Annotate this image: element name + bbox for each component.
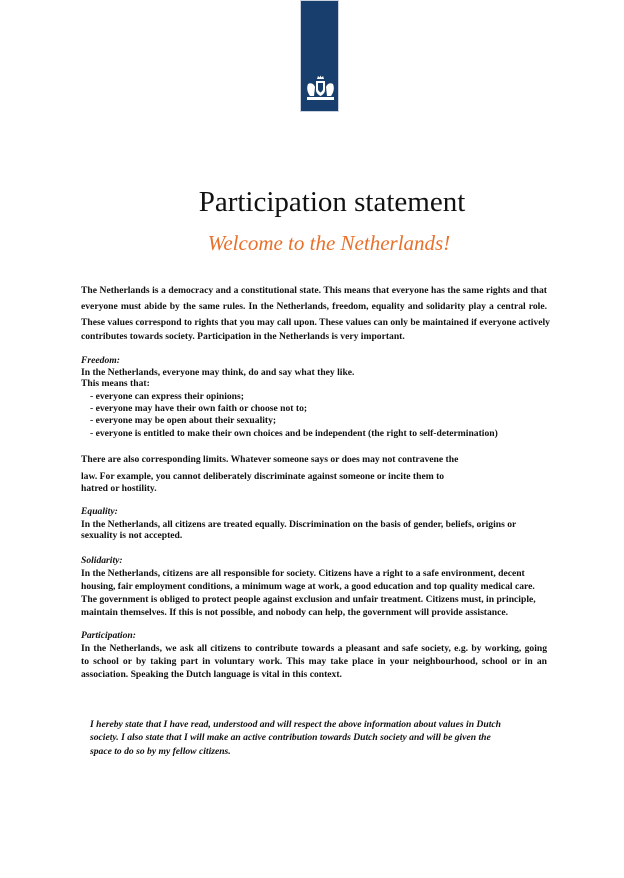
declaration-statement-line: society. I also state that I will make an active contribution towards Dutch society and will be given the (90, 732, 491, 743)
declaration-statement-line: I hereby state that I have read, understood and will respect the above information about values in Dutch (90, 719, 501, 730)
intro-paragraph-line: contributes towards society. Participation in the Netherlands is very important. (81, 331, 405, 342)
participation-paragraph-line: In the Netherlands, we ask all citizens to contribute towards a pleasant and safe society, e.g. by working, going (81, 643, 547, 654)
limits-paragraph-line: hatred or hostility. (81, 483, 157, 494)
solidarity-paragraph-line: The government is obliged to protect people against exclusion and unfair treatment. Citizens must, in principle, (81, 594, 536, 605)
solidarity-paragraph-line: housing, fair employment conditions, a minimum wage at work, a good education and top quality medical care. (81, 581, 535, 592)
government-logo (300, 0, 339, 112)
participation-paragraph-line: association. Speaking the Dutch language is vital in this context. (81, 669, 342, 680)
intro-paragraph-line: everyone must abide by the same rules. In the Netherlands, freedom, equality and solidarity play a central role. (81, 301, 547, 312)
freedom-paragraph-line: In the Netherlands, everyone may think, do and say what they like. (81, 367, 355, 378)
equality-paragraph-line: In the Netherlands, all citizens are treated equally. Discrimination on the basis of gender, beliefs, origins or (81, 519, 517, 530)
intro-paragraph-line: These values correspond to rights that you may call upon. These values can only be maintained if everyone actively (81, 317, 550, 328)
equality-heading-line: Equality: (81, 506, 118, 517)
participation-heading-line: Participation: (81, 630, 136, 641)
freedom-list-line: - everyone may be open about their sexuality; (90, 415, 277, 426)
intro-paragraph-line: The Netherlands is a democracy and a constitutional state. This means that everyone has the same rights and that (81, 285, 547, 296)
freedom-heading-line: Freedom: (81, 355, 120, 366)
declaration-statement-line: space to do so by my fellow citizens. (90, 746, 231, 757)
freedom-list-line: - everyone can express their opinions; (90, 391, 244, 402)
solidarity-paragraph-line: In the Netherlands, citizens are all responsible for society. Citizens have a right to a safe environment, decent (81, 568, 525, 579)
page-title: Participation statement (198, 186, 466, 218)
freedom-list-line: - everyone may have their own faith or choose not to; (90, 403, 308, 414)
solidarity-heading-line: Solidarity: (81, 555, 123, 566)
solidarity-paragraph-line: maintain themselves. If this is not possible, and nobody can help, the government will provide assistance. (81, 607, 509, 618)
royal-crest-icon (304, 74, 337, 104)
freedom-paragraph-line: This means that: (81, 378, 150, 389)
participation-paragraph-line: to school or by taking part in voluntary work. This may take place in your neighbourhood, school or in an (81, 656, 547, 667)
limits-paragraph-line: There are also corresponding limits. Whatever someone says or does may not contravene the (81, 454, 459, 465)
freedom-list-line: - everyone is entitled to make their own choices and be independent (the right to self-determination) (90, 428, 498, 439)
equality-paragraph-line: sexuality is not accepted. (81, 530, 183, 541)
limits-paragraph-line: law. For example, you cannot deliberately discriminate against someone or incite them to (81, 471, 445, 482)
page-subtitle: Welcome to the Netherlands! (207, 231, 451, 255)
